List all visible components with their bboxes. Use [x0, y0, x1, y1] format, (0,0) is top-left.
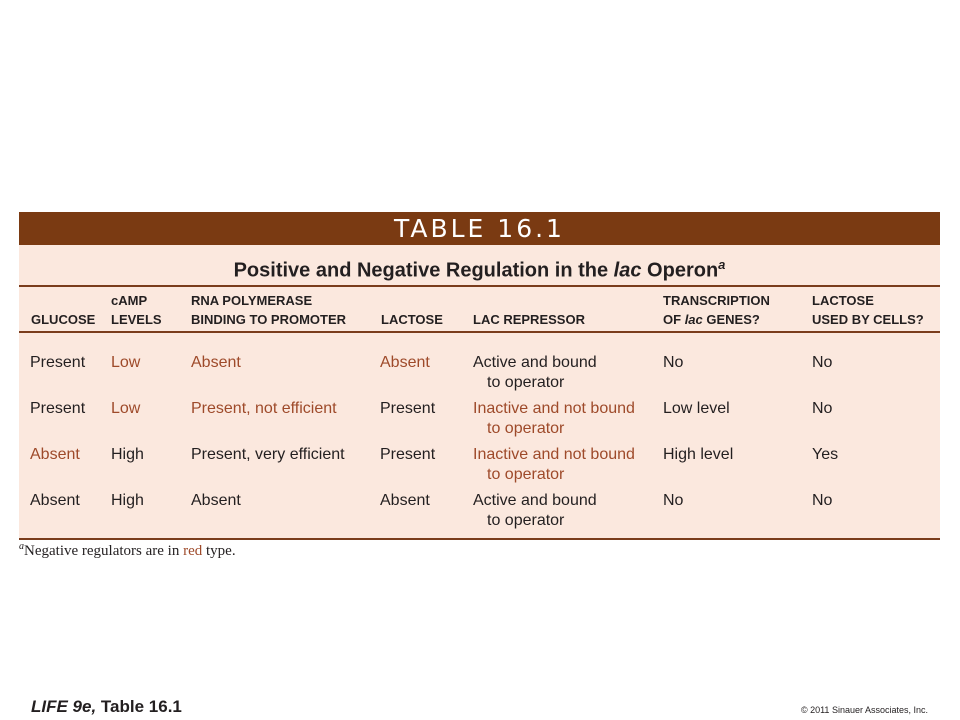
header-transcription: TRANSCRIPTION OF lac GENES? — [663, 293, 770, 327]
cell-camp: High — [111, 492, 144, 509]
table-row — [19, 399, 940, 445]
header-lac-repressor: LAC REPRESSOR — [473, 312, 585, 327]
header-lactose-used: LACTOSE USED BY CELLS? — [812, 293, 924, 327]
header-lactose: LACTOSE — [381, 312, 443, 327]
cell-lactose: Absent — [380, 354, 430, 371]
cell-glucose: Present — [30, 400, 86, 417]
cell-lactose-used: No — [812, 354, 833, 371]
table-footnote: $^a$Negative regulators are in red type. — [19, 541, 236, 559]
cell-camp: Low — [111, 354, 141, 371]
table-title: Positive and Negative Regulation in the lac Operon$^a$ — [233, 257, 726, 282]
cell-glucose: Present — [30, 354, 86, 371]
book-reference: LIFE 9e, Table 16.1 — [31, 697, 182, 716]
cell-transcription: Low level — [663, 400, 730, 417]
cell-repressor: Active and bound to operator — [473, 492, 597, 529]
table-row — [19, 353, 940, 399]
cell-camp: Low — [111, 400, 141, 417]
cell-rna-polymerase: Absent — [191, 354, 241, 371]
cell-lactose-used: No — [812, 400, 833, 417]
cell-transcription: No — [663, 492, 684, 509]
table-row — [19, 491, 940, 537]
cell-rna-polymerase: Absent — [191, 492, 241, 509]
cell-repressor: Inactive and not bound to operator — [473, 446, 635, 483]
cell-transcription: High level — [663, 446, 734, 463]
header-camp: cAMP LEVELS — [111, 293, 162, 327]
table-row — [19, 445, 940, 491]
cell-transcription: No — [663, 354, 684, 371]
cell-repressor: Active and bound to operator — [473, 354, 597, 391]
table-header-row — [19, 285, 940, 333]
copyright-notice: © 2011 Sinauer Associates, Inc. — [800, 705, 928, 715]
cell-lactose-used: No — [812, 492, 833, 509]
header-glucose: GLUCOSE — [31, 312, 96, 327]
cell-rna-polymerase: Present, not efficient — [191, 400, 337, 417]
cell-lactose: Present — [380, 446, 436, 463]
cell-glucose: Absent — [30, 446, 80, 463]
cell-lactose-used: Yes — [812, 446, 839, 463]
header-rna-polymerase: RNA POLYMERASE BINDING TO PROMOTER — [191, 293, 347, 327]
cell-glucose: Absent — [30, 492, 80, 509]
cell-lactose: Absent — [380, 492, 430, 509]
cell-rna-polymerase: Present, very efficient — [191, 446, 345, 463]
regulation-table — [19, 212, 940, 540]
table-banner: TABLE 16.1 — [19, 212, 940, 245]
cell-repressor: Inactive and not bound to operator — [473, 400, 635, 437]
cell-camp: High — [111, 446, 144, 463]
cell-lactose: Present — [380, 400, 436, 417]
